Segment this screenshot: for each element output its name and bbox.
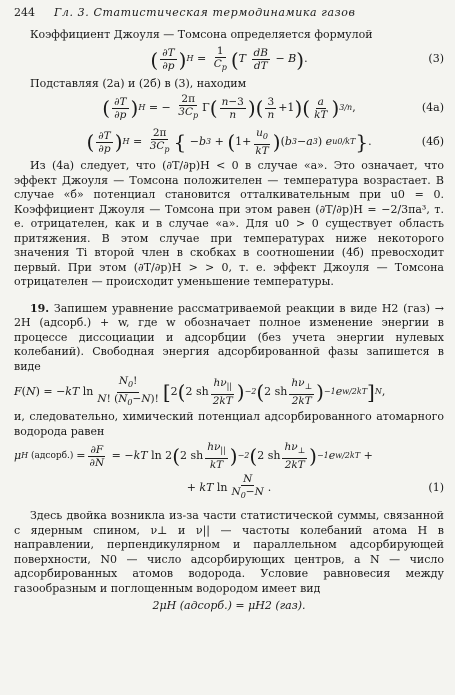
paragraph-problem-19 [14, 302, 444, 375]
problem-19-text: Запишем уравнение рассматриваемой реакции в виде H2 (газ) → 2H (адсорб.) + w, где w обозначает полное изменение энергии в процессе диссоциации и адсорбции (без учета энергии нулевых колебаний). Свободная энергия адсорбированной фазы запишется в виде [14, 301, 444, 373]
equation-equilibrium [14, 596, 444, 616]
equation-1-line2: + kT ln $\frac{N}{N_0-N}$ . (1) [186, 473, 444, 501]
equation-3: ( $\frac{\partial T}{\partial p}$ ) H = $\frac{1}{C_p}$ ( T $\frac{dB}{dT}$ − B ) . (3) [150, 44, 444, 73]
paragraph-explanation: Здесь двойка возникла из-за части статистической суммы, связанной с ядерным спином, ν⊥ и ν|| — частоты колебаний атома H в направлении, перпендикулярном и параллельном адсорбирующей поверхности, N0 — число адсорбирующих центров, а N — число адсорбированных атомов водорода. Условие равновесия между газообразным и поглощенным водородом имеет вид [14, 509, 444, 595]
equation-1-number: (1) [428, 480, 444, 494]
paragraph-substitution: Подставляя (2а) и (2б) в (3), находим [30, 76, 247, 90]
equation-3-number: (3) [428, 52, 444, 66]
problem-number: 19. [30, 301, 50, 315]
paragraph-joule-thomson-intro: Коэффициент Джоуля — Томсона определяется формулой [30, 28, 373, 41]
paragraph-analysis: Из (4а) следует, что (∂T/∂p)H < 0 в случае «а». Это означает, что эффект Джоуля — Томсона положителен — температура возрастает. В случае «б» потенциал становится отталкивательным при u0 = 0. Коэффициент Джоуля — Томсона при этом равен (∂T/∂p)H = −2/3πa³, т. е. отрицателен, как и в случае «а». Для u0 > 0 существует область притяжения. В этом случае при температурах ниже некоторого значения Ti второй член в скобках в соотношении (4б) превосходит первый. При этом (∂T/∂p)H > > 0, т. е. эффект Джоуля — Томсона отрицателен — происходит уменьшение температуры. [14, 159, 444, 288]
page-header [14, 4, 444, 22]
equation-free-energy: F ( N ) = − kT ln $\frac{N_0!}{N! (N_0-N)!}$ [ 2 ( 2 sh $\frac{h\nu_{||}}{2kT}$ ) −2 ( 2 sh $\frac{h\nu_\perp}{2kT}$ ) −1 e w/2kT ] N , [14, 375, 386, 407]
book-page [14, 4, 444, 616]
running-title: Гл. 3. Статистическая термодинамика газов [54, 5, 356, 19]
equation-4b: ( $\frac{\partial T}{\partial p}$ ) H = $\frac{2\pi}{3C_p}$ { − b 3 + ( 1+ $\frac{u_0}{kT}$ ) ( b 3 − a 3 ) e u0/kT } . (4б) [86, 127, 444, 157]
equation-1-line1: μ H (адсорб.) = $\frac{\partial F}{\partial N}$ = − kT ln 2 ( 2 sh $\frac{h\nu_{||}}{kT}$ ) −2 ( 2 sh $\frac{h\nu_\perp}{2kT}$ ) −1 e w/2kT + [14, 441, 373, 471]
equation-4a: ( $\frac{\partial T}{\partial p}$ ) H = − $\frac{2\pi}{3C_p}$ Γ ( $\frac{n-3}{n}$ ) ( $\frac{3}{n}$ +1 ) ( $\frac{a}{kT}$ ) 3/n , (4а) [102, 93, 444, 121]
page-number: 244 [14, 5, 35, 19]
equation-4b-number: (4б) [421, 134, 444, 148]
equation-4a-number: (4а) [421, 100, 444, 114]
equation-equilibrium-text: 2μH (адсорб.) = μH2 (газ). [152, 598, 306, 612]
paragraph-chemical-potential: и, следовательно, химический потенциал адсорбированного атомарного водорода равен [14, 410, 444, 438]
